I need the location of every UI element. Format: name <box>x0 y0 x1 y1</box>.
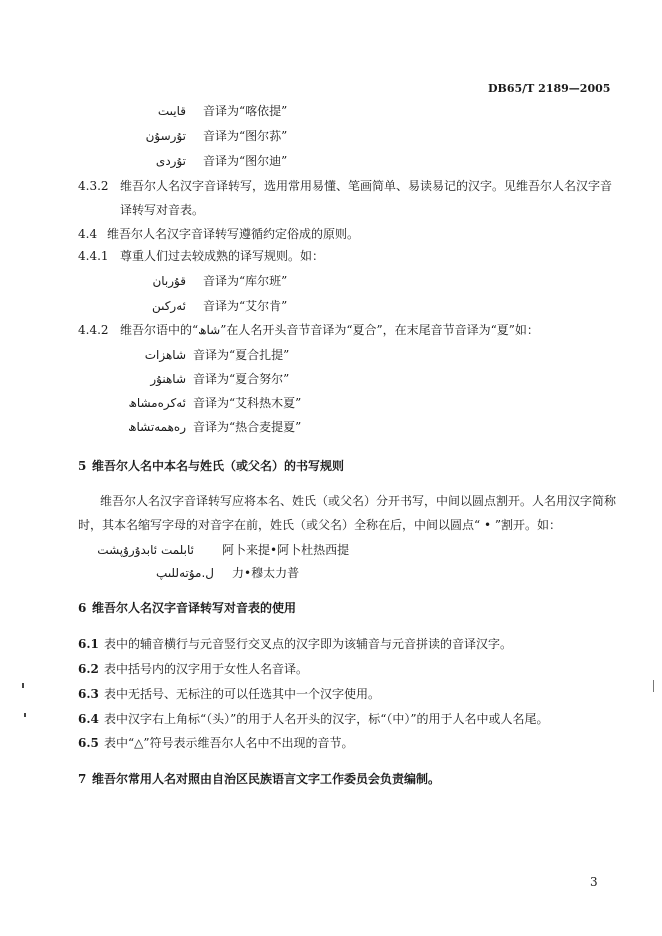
clause-text: 表中括号内的汉字用于女性人名音译。 <box>104 662 309 676</box>
clause-text: 译转写对音表。 <box>120 203 205 217</box>
section-number: 6 <box>78 601 87 615</box>
paragraph: 维吾尔人名汉字音译转写应将本名、姓氏（或父名）分开书写，中间以圆点割开。人名用汉字简称 <box>100 494 617 508</box>
clause-number: 6.1 <box>78 637 99 651</box>
clause-number: 4.4.1 <box>78 249 109 263</box>
transliteration: 音译为“夏合扎提” <box>193 348 290 362</box>
section-title: 维吾尔人名汉字音译转写对音表的使用 <box>92 601 297 615</box>
transliteration: 音译为“喀依提” <box>203 104 288 118</box>
transliteration: 音译为“图尔荪” <box>203 129 288 143</box>
clause-number: 4.4 <box>78 227 98 241</box>
clause-number: 6.4 <box>78 712 99 726</box>
uyghur-name: تۇرسۇن <box>145 129 186 143</box>
clause-text: 维吾尔语中的“شاھ”在人名开头音节音译为“夏合”，在末尾音节音译为“夏”如： <box>120 323 539 337</box>
paragraph: 时，其本名缩写字母的对音字在前，姓氏（或父名）全称在后，中间以圆点“ • ”割开。如： <box>78 518 561 532</box>
document-code: DB65/T 2189—2005 <box>488 82 611 95</box>
clause-text: 表中的辅音横行与元音竖行交叉点的汉字即为该辅音与元音拼读的音译汉字。 <box>104 637 513 651</box>
chinese-name: 阿卜来提•阿卜杜热西提 <box>222 543 350 557</box>
section-number: 7 <box>78 772 87 786</box>
uyghur-name: ئابلمت ئابدۇرۇپشت <box>97 543 194 557</box>
clause-text: 维吾尔人名汉字音译转写，选用常用易懂、笔画简单、易读易记的汉字。见维吾尔人名汉字音 <box>120 179 613 193</box>
clause-number: 6.3 <box>78 687 99 701</box>
uyghur-name: شاھنۇر <box>150 372 186 386</box>
clause-number: 6.2 <box>78 662 99 676</box>
uyghur-name: شاھزات <box>144 348 186 362</box>
transliteration: 音译为“热合麦提夏” <box>193 420 302 434</box>
clause-text: 维吾尔人名汉字音译转写遵循约定俗成的原则。 <box>107 227 360 241</box>
clause-text: 表中汉字右上角标“（头）”的用于人名开头的汉字，标“（中）”的用于人名中或人名尾。 <box>104 712 549 726</box>
section-title: 维吾尔人名中本名与姓氏（或父名）的书写规则 <box>92 459 345 473</box>
transliteration: 音译为“艾科热木夏” <box>193 396 302 410</box>
uyghur-name: تۇردى <box>155 154 186 168</box>
chinese-name: 力•穆太力普 <box>232 566 300 580</box>
clause-text: 表中无括号、无标注的可以任选其中一个汉字使用。 <box>104 687 381 701</box>
uyghur-name: ئەركىن <box>151 299 186 313</box>
uyghur-name: ئەكرەمشاھ <box>128 396 186 410</box>
transliteration: 音译为“夏合努尔” <box>193 372 290 386</box>
clause-text: 尊重人们过去较成熟的译写规则。如： <box>120 249 325 263</box>
uyghur-name: ل.مۇتەللىپ <box>156 566 214 580</box>
clause-number: 4.4.2 <box>78 323 109 337</box>
uyghur-name: قايىت <box>157 104 186 118</box>
scan-speck <box>653 680 654 692</box>
page-number: 3 <box>590 875 598 889</box>
uyghur-name: قۇربان <box>152 274 186 288</box>
transliteration: 音译为“库尔班” <box>203 274 288 288</box>
section-number: 5 <box>78 459 87 473</box>
clause-text: 表中“△”符号表示维吾尔人名中不出现的音节。 <box>104 736 354 750</box>
section-title: 维吾尔常用人名对照由自治区民族语言文字工作委员会负责编制。 <box>92 772 441 786</box>
scan-speck <box>24 713 26 717</box>
clause-number: 6.5 <box>78 736 99 750</box>
transliteration: 音译为“图尔迪” <box>203 154 288 168</box>
clause-number: 4.3.2 <box>78 179 109 193</box>
transliteration: 音译为“艾尔肯” <box>203 299 288 313</box>
scan-speck <box>22 683 24 688</box>
uyghur-name: رەھمەتشاھ <box>128 420 186 434</box>
